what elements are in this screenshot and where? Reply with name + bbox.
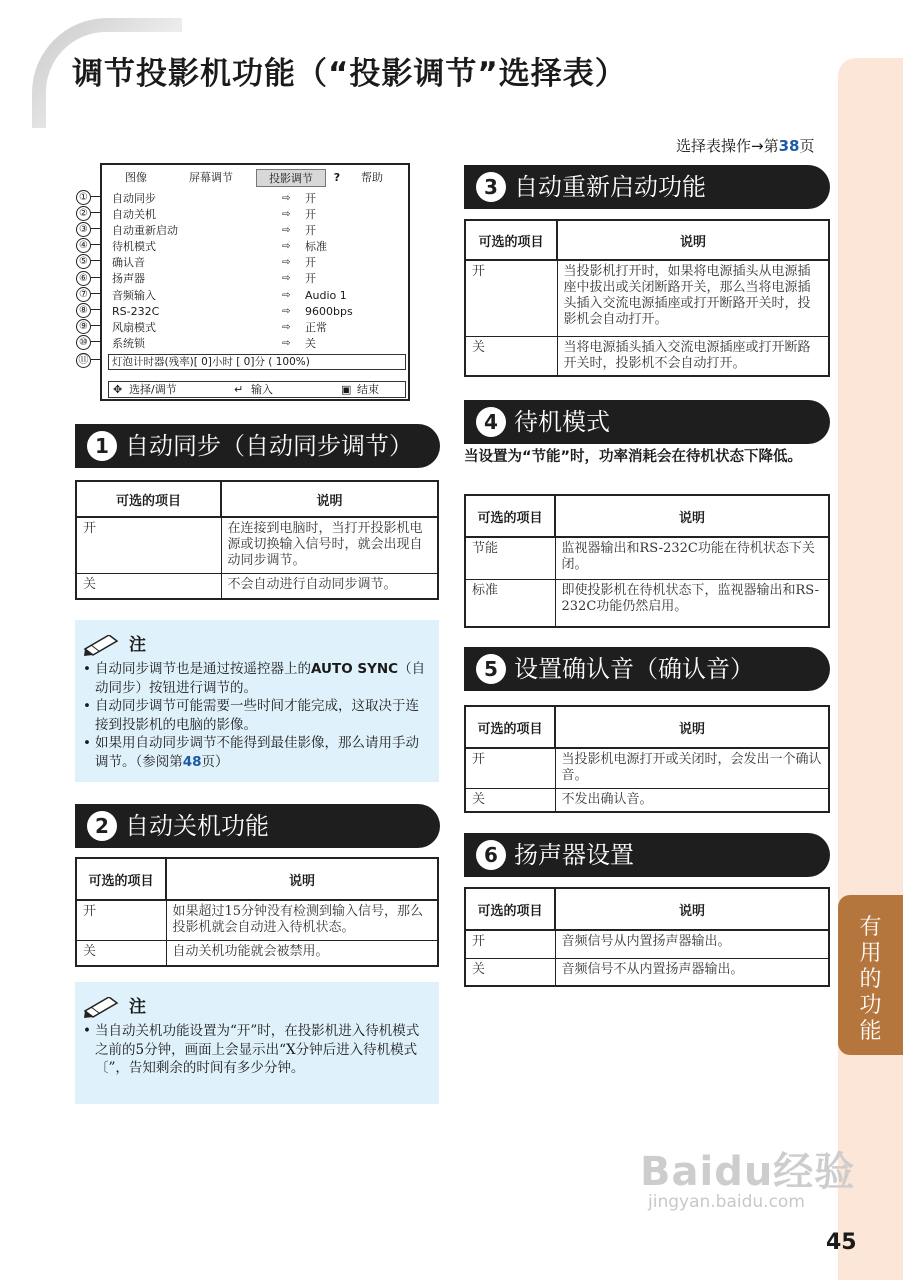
auto-power-off-note (75, 982, 439, 1104)
menu-row-value: 开 (305, 272, 316, 286)
arrow-right-icon: ⇨ (282, 305, 291, 317)
menu-footer (108, 381, 406, 398)
page-number: 45 (826, 1230, 857, 1255)
section-title: 自动同步（自动同步调节） (125, 432, 413, 460)
menu-ref-text: 选择表操作 (676, 137, 752, 155)
callout-number: ⑤ (76, 254, 91, 269)
menu-tab-screen: 屏幕调节 (189, 171, 233, 184)
callout-number: ③ (76, 222, 91, 237)
section-number: 1 (87, 431, 117, 461)
callout-marker (76, 205, 98, 221)
description-cell: 如果超过15分钟没有检测到输入信号，那么投影机就会自动进入待机状态。 (166, 900, 438, 940)
callout-marker (76, 318, 98, 334)
menu-row (112, 255, 402, 271)
help-icon: ? (333, 171, 341, 184)
menu-operation-reference (676, 135, 815, 156)
section-number: 2 (87, 811, 117, 841)
callout-number: ⑦ (76, 287, 91, 302)
arrow-icon: → (751, 137, 764, 155)
watermark-logo: Baidu经验 (640, 1149, 856, 1195)
table-row (465, 579, 829, 627)
menu-row-label: 自动关机 (112, 208, 156, 222)
callout-number: ④ (76, 238, 91, 253)
section-number: 3 (476, 172, 506, 202)
note-text: 如果用自动同步调节不能得到最佳影像，那么请用手动调节。（参阅第 (95, 735, 419, 770)
note-list (83, 660, 427, 771)
side-tab-label: 有用的功能 (859, 915, 882, 1044)
section-title: 待机模式 (514, 408, 610, 436)
arrow-right-icon: ⇨ (282, 241, 291, 253)
menu-row-value: 开 (305, 208, 316, 222)
menu-tab-projector: 投影调节 (256, 169, 326, 187)
footer-end-label: 结束 (357, 383, 379, 396)
menu-row-label: 待机模式 (112, 240, 156, 254)
section-standby-mode-header (464, 400, 830, 444)
table-row (76, 517, 438, 573)
option-cell: 开 (465, 930, 555, 958)
section-confirm-tone-header (464, 647, 830, 691)
table-row (76, 900, 438, 940)
menu-row-label: 系统锁 (112, 336, 145, 350)
description-cell: 在连接到电脑时，当打开投影机电源或切换输入信号时，就会出现自动同步调节。 (221, 517, 438, 573)
callout-marker (76, 237, 98, 253)
table-row (465, 788, 829, 812)
col-option: 可选的项目 (465, 706, 555, 748)
col-option: 可选的项目 (465, 495, 555, 537)
option-cell: 标准 (465, 579, 555, 627)
arrow-right-icon: ⇨ (282, 193, 291, 204)
table-row (465, 336, 829, 376)
description-cell: 监视器输出和RS-232C功能在待机状态下关闭。 (555, 537, 829, 579)
arrow-right-icon: ⇨ (282, 321, 291, 333)
arrow-right-icon: ⇨ (282, 337, 291, 349)
option-cell: 开 (76, 900, 166, 940)
menu-row-label: 自动同步 (112, 192, 156, 205)
callout-marker (76, 221, 98, 237)
menu-rows (112, 191, 402, 352)
menu-row (112, 288, 402, 304)
option-cell: 开 (76, 517, 221, 573)
menu-row (112, 239, 402, 255)
menu-tab-picture: 图像 (125, 171, 147, 184)
callout-number: ⑨ (76, 319, 91, 334)
arrow-right-icon: ⇨ (282, 273, 291, 285)
page-title: 调节投影机功能（“投影调节”选择表） (72, 56, 627, 92)
note-title: 注 (129, 634, 146, 655)
section-title: 扬声器设置 (514, 841, 634, 869)
list-item: • 当自动关机功能设置为“开”时，在投影机进入待机模式之前的5分钟，画面上会显示出“X分钟后进入待机模式〔”，告知剩余的时间有多少分钟。 (83, 1022, 427, 1078)
arrow-right-icon: ⇨ (282, 257, 291, 269)
menu-row-value: 关 (305, 336, 316, 350)
confirm-tone-table (464, 705, 830, 813)
col-description: 说明 (555, 495, 829, 537)
note-title: 注 (129, 996, 146, 1017)
description-cell: 自动关机功能就会被禁用。 (166, 940, 438, 966)
auto-restart-table (464, 219, 830, 377)
menu-row-label: RS-232C (112, 304, 160, 318)
end-icon: ▣ (341, 383, 352, 396)
option-cell: 开 (465, 260, 557, 336)
side-bar (838, 58, 903, 1280)
section-speaker-header (464, 833, 830, 877)
standby-mode-intro: 当设置为“节能”时，功率消耗会在待机状态下降低。 (464, 449, 803, 465)
note-list (83, 1022, 427, 1078)
menu-row-value: 9600bps (305, 304, 353, 318)
side-tab-useful-functions[interactable] (838, 895, 903, 1055)
menu-row-value: 开 (305, 224, 316, 238)
menu-row (112, 271, 402, 287)
section-number: 5 (476, 654, 506, 684)
callout-number: ⑧ (76, 303, 91, 318)
auto-power-off-table (75, 857, 439, 967)
col-option: 可选的项目 (465, 220, 557, 260)
menu-row-label: 风扇模式 (112, 320, 156, 334)
callout-number: ① (76, 190, 91, 205)
callout-marker (76, 334, 98, 350)
description-cell: 即使投影机在待机状态下，监视器输出和RS-232C功能仍然启用。 (555, 579, 829, 627)
section-title: 自动关机功能 (125, 812, 269, 840)
description-cell: 不发出确认音。 (555, 788, 829, 812)
description-cell: 当投影机电源打开或关闭时，会发出一个确认音。 (555, 748, 829, 788)
menu-row (112, 336, 402, 352)
col-description: 说明 (557, 220, 829, 260)
col-description: 说明 (555, 706, 829, 748)
menu-row-value: 开 (305, 192, 316, 205)
table-row (465, 748, 829, 788)
menu-ref-suffix: 页 (799, 137, 815, 155)
menu-ref-page-link[interactable]: 38 (778, 137, 800, 155)
callout-number: ② (76, 206, 91, 221)
col-option: 可选的项目 (465, 888, 555, 930)
menu-row-label: 确认音 (112, 256, 145, 270)
note-text: （自动同步）按钮进行调节的。 (95, 661, 426, 696)
table-row (465, 930, 829, 958)
menu-ref-di: 第 (763, 137, 779, 155)
list-item (83, 697, 427, 734)
callout-marker (76, 352, 98, 368)
note-text: 自动同步调节可能需要一些时间才能完成，这取决于连接到投影机的电脑的影像。 (95, 698, 419, 733)
option-cell: 开 (465, 748, 555, 788)
enter-icon: ↵ (234, 383, 244, 396)
menu-tab-help: 帮助 (361, 171, 383, 184)
table-row (465, 958, 829, 986)
option-cell: 关 (465, 958, 555, 986)
callout-marker (76, 189, 98, 205)
menu-tabs (106, 169, 404, 187)
note-text: 自动同步调节也是通过按遥控器上的 (95, 661, 311, 677)
menu-row (112, 223, 402, 239)
menu-row-label: 自动重新启动 (112, 224, 178, 238)
page-link[interactable]: 48 (182, 753, 202, 770)
menu-row (112, 207, 402, 223)
menu-row-value: 开 (305, 256, 316, 270)
callout-marker (76, 253, 98, 269)
section-auto-sync-header (75, 424, 440, 468)
menu-row-value: 正常 (305, 320, 327, 334)
arrow-right-icon: ⇨ (282, 209, 291, 221)
section-auto-restart-header (464, 165, 830, 209)
watermark-url: jingyan.baidu.com (648, 1192, 805, 1212)
callout-number: ⑩ (76, 335, 91, 350)
footer-enter-label: 输入 (251, 383, 273, 396)
note-text: 页） (201, 753, 229, 770)
list-item (83, 734, 427, 771)
note-header (83, 992, 427, 1022)
callout-marker (76, 302, 98, 318)
callout-marker (76, 286, 98, 302)
option-cell: 关 (76, 573, 221, 599)
pencil-icon (83, 635, 121, 655)
description-cell: 当投影机打开时，如果将电源插头从电源插座中拔出或关闭断路开关，那么当将电源插头插入交流电源插座或打开断路开关时，投影机会自动打开。 (557, 260, 829, 336)
footer-select-label: 选择/调节 (129, 383, 177, 396)
menu-row-value: 标准 (305, 240, 327, 254)
section-auto-power-off-header (75, 804, 440, 848)
col-option: 可选的项目 (76, 481, 221, 517)
standby-mode-table (464, 494, 830, 628)
auto-sync-table (75, 480, 439, 600)
callout-marker (76, 270, 98, 286)
table-row (76, 940, 438, 966)
callout-number: ⑥ (76, 271, 91, 286)
option-cell: 关 (465, 336, 557, 376)
note-header (83, 630, 427, 660)
col-option: 可选的项目 (76, 858, 166, 900)
menu-row (112, 191, 402, 207)
description-cell: 不会自动进行自动同步调节。 (221, 573, 438, 599)
menu-row-value: Audio 1 (305, 288, 347, 302)
select-adjust-icon: ✥ (113, 383, 123, 396)
auto-sync-note (75, 620, 439, 782)
menu-row (112, 304, 402, 320)
note-text-bold: AUTO SYNC (311, 661, 399, 677)
list-item (83, 660, 427, 697)
col-description: 说明 (555, 888, 829, 930)
table-row (465, 260, 829, 336)
lamp-timer-row: 灯泡计时器(残率)[ 0]小时 [ 0]分 ( 100%) (108, 354, 406, 370)
section-number: 4 (476, 407, 506, 437)
description-cell: 当将电源插头插入交流电源插座或打开断路开关时，投影机不会自动打开。 (557, 336, 829, 376)
col-description: 说明 (221, 481, 438, 517)
description-cell: 音频信号从内置扬声器输出。 (555, 930, 829, 958)
arrow-right-icon: ⇨ (282, 289, 291, 301)
menu-row-label: 音频输入 (112, 288, 156, 302)
table-row (465, 537, 829, 579)
projector-menu-screenshot (100, 163, 410, 401)
option-cell: 关 (76, 940, 166, 966)
section-number: 6 (476, 840, 506, 870)
menu-row-label: 扬声器 (112, 272, 145, 286)
callout-number: ⑪ (76, 353, 91, 368)
section-title: 设置确认音（确认音） (514, 655, 754, 683)
description-cell: 音频信号不从内置扬声器输出。 (555, 958, 829, 986)
option-cell: 关 (465, 788, 555, 812)
arrow-right-icon: ⇨ (282, 225, 291, 237)
speaker-table (464, 887, 830, 987)
section-title: 自动重新启动功能 (514, 173, 706, 201)
menu-row (112, 320, 402, 336)
col-description: 说明 (166, 858, 438, 900)
pencil-icon (83, 997, 121, 1017)
option-cell: 节能 (465, 537, 555, 579)
table-row (76, 573, 438, 599)
